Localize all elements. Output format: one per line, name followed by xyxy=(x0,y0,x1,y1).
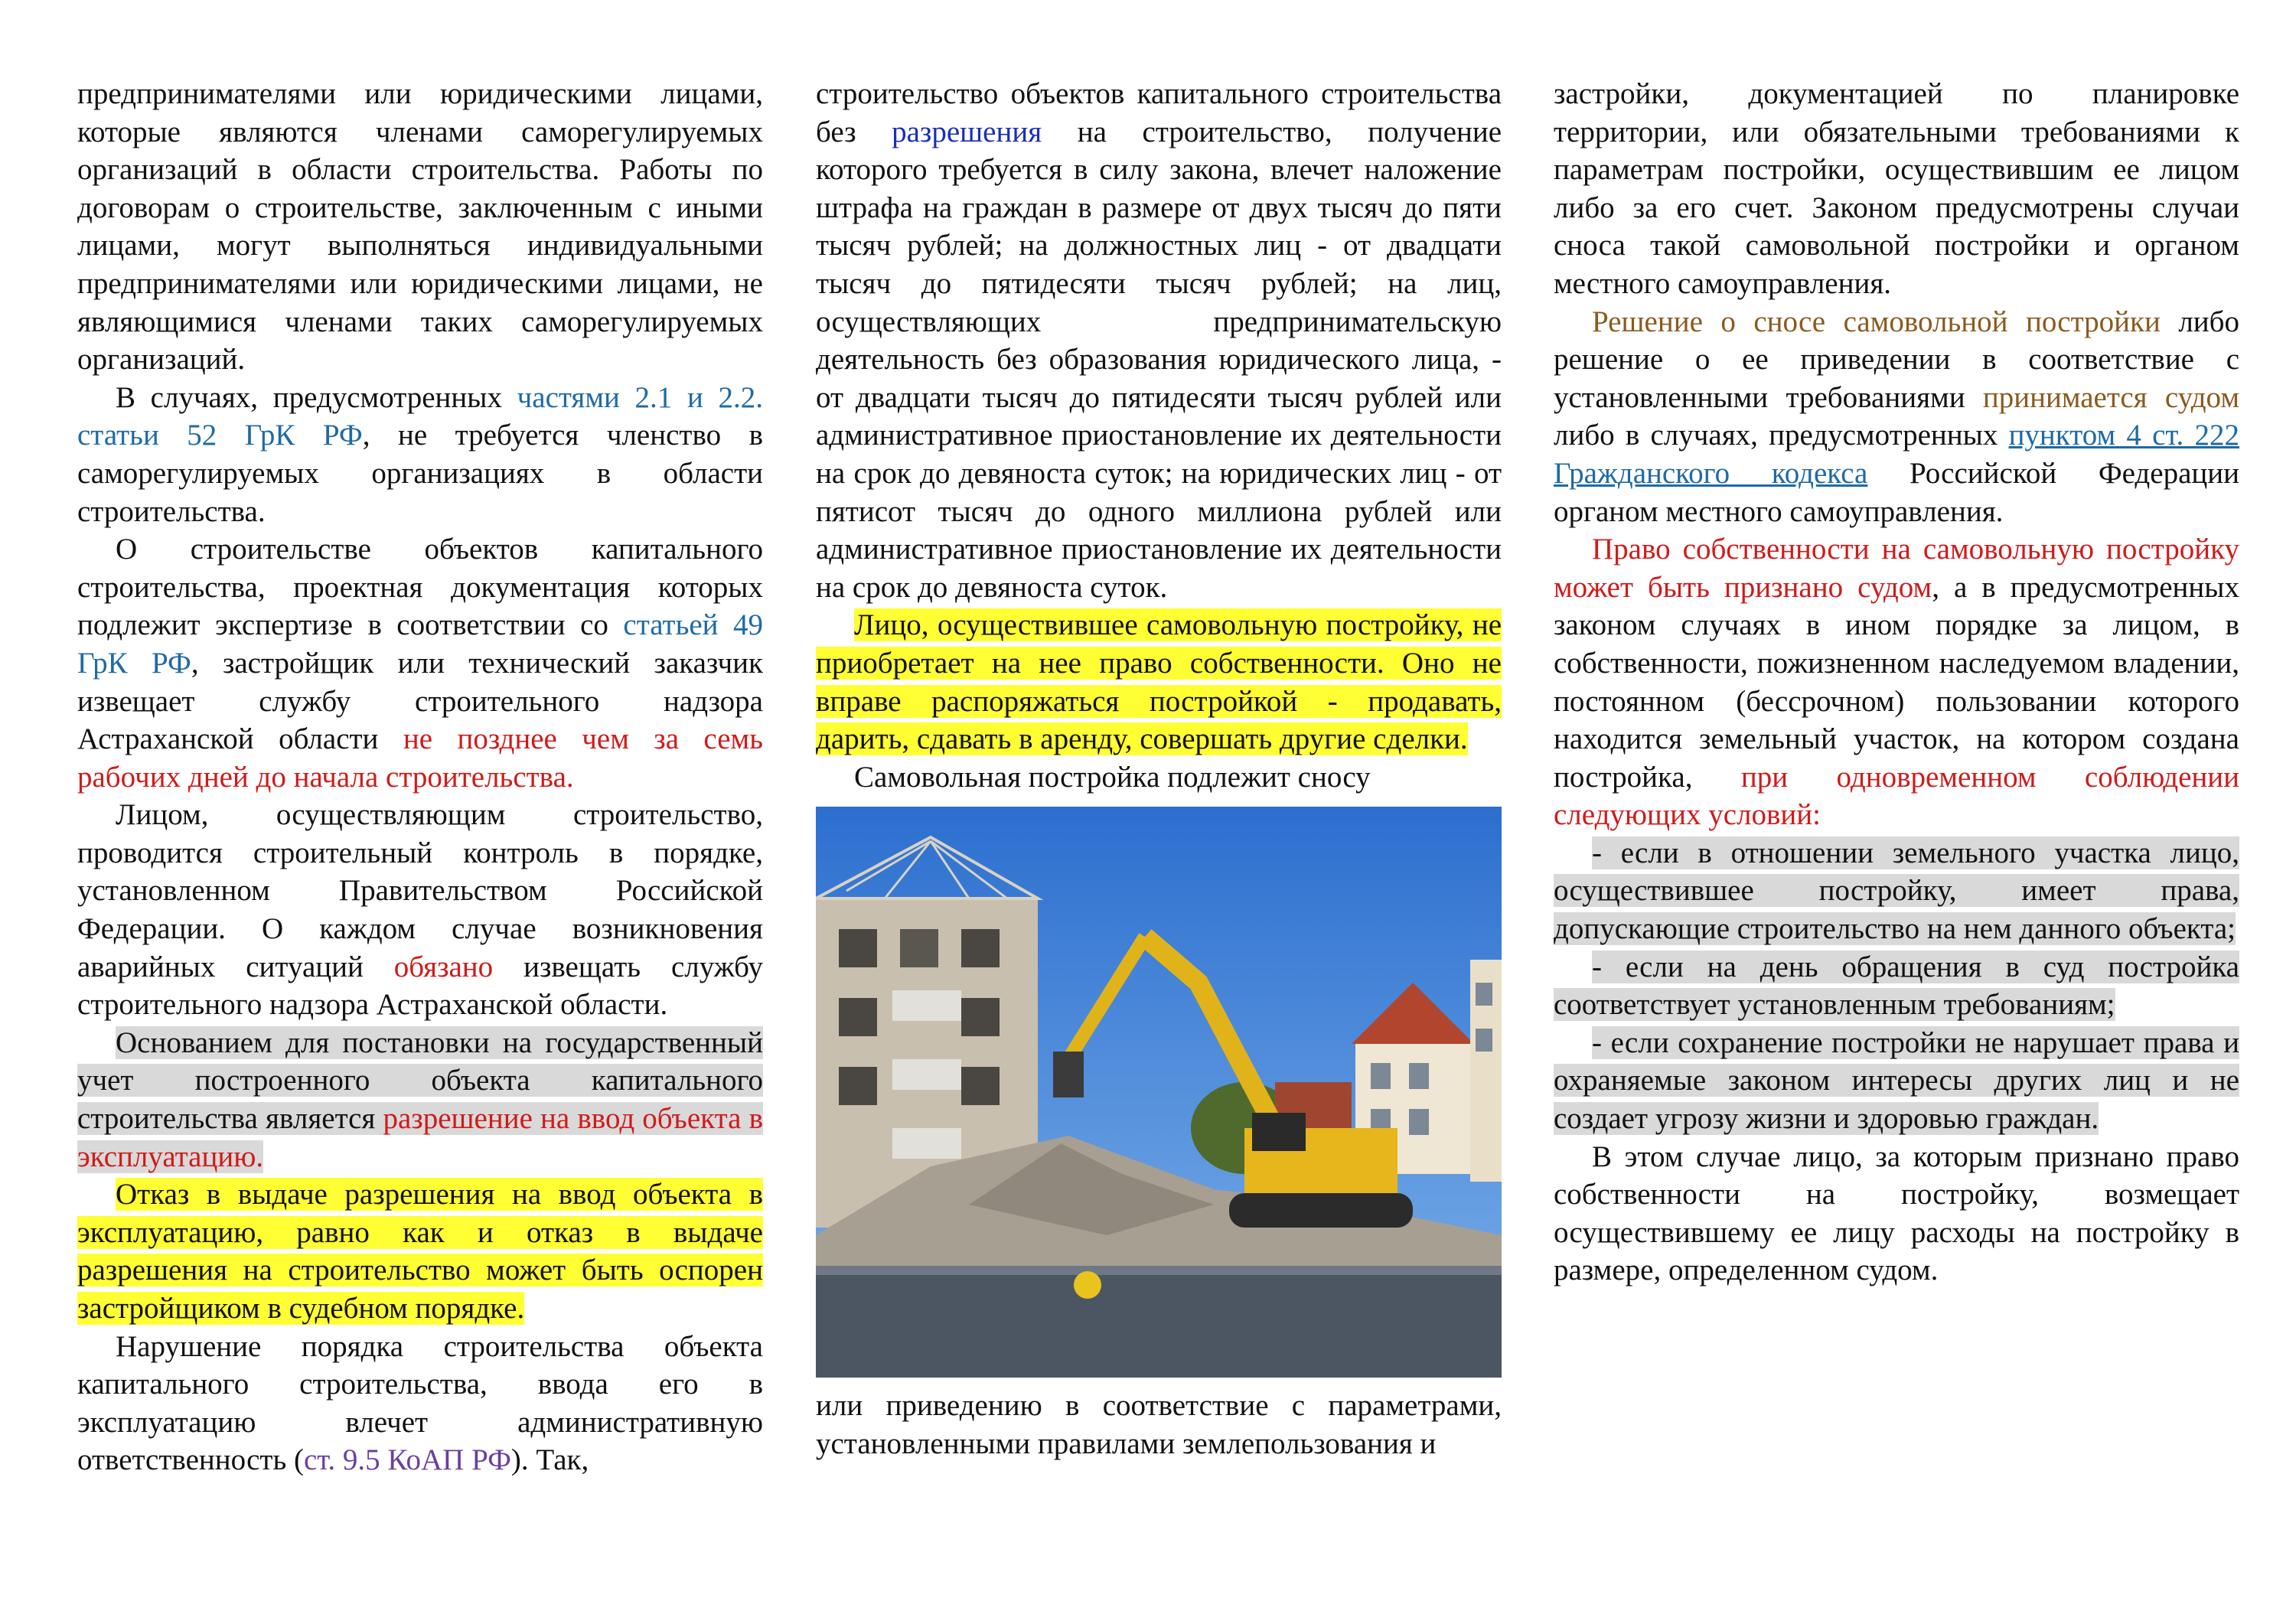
paragraph-sro-members: предпринимателями или юридическими лицами, которые являются членами саморегулируемых организаций в области строительства. Работы по договорам о строительстве, заключенным с иными лицами, могут выполняться индивидуальными предпринимателями или юридическими лицами, не являющимися членами таких саморегулируемых организаций. xyxy=(77,77,763,377)
link-civil-code-art222[interactable]: пунктом 4 ст. 222 Гражданского кодекса xyxy=(1554,419,2239,490)
condition-item-land-rights: - если в отношении земельного участка лицо, осуществившее постройку, имеет права, допускающие строительство на нем данного объекта; xyxy=(1554,836,2239,946)
link-grk-art49[interactable]: статьей 49 ГрК РФ xyxy=(77,608,763,680)
paragraph-state-registration: Основанием для постановки на государственный учет построенного объекта капитального строительства является разрешение на ввод объекта в эксплуатацию. xyxy=(77,1026,763,1173)
condition-item-compliance: - если на день обращения в суд постройка соответствует установленным требованиям; xyxy=(1554,950,2239,1022)
court-highlight: принимается судом xyxy=(1982,380,2239,414)
demolition-excavator-photo xyxy=(816,807,1502,1378)
ownership-highlight: Право собственности на самовольную постройку может быть признано судом xyxy=(1554,533,2239,604)
column-3 xyxy=(1554,75,2239,1290)
demolition-decision-highlight: Решение о сносе самовольной постройки xyxy=(1592,305,2161,338)
column-1 xyxy=(77,75,763,1479)
link-grk-art52[interactable]: частями 2.1 и 2.2. статьи 52 ГрК РФ xyxy=(77,380,763,452)
paragraph-compensation: В этом случае лицо, за которым признано право собственности на постройку, возмещает осуществившему ее лицу расходы на постройку в размере, определенном судом. xyxy=(1554,1140,2239,1287)
paragraph-demolition-end: или приведению в соответствие с параметрами, установленными правилами землепользования и xyxy=(816,1389,1502,1460)
link-permit[interactable]: разрешения xyxy=(892,115,1042,148)
obliged-highlight: обязано xyxy=(393,950,494,983)
link-koap-art9-5[interactable]: ст. 9.5 КоАП РФ xyxy=(304,1443,511,1477)
paragraph-construction-control: Лицом, осуществляющим строительство, проводится строительный контроль в порядке, установленном Правительством Российской Федерации. О каждом случае возникновения аварийных ситуаций обязано извещать службу строительного надзора Астраханской области. xyxy=(77,798,763,1022)
commissioning-permit-highlight: разрешение на ввод объекта в эксплуатацию. xyxy=(77,1102,763,1173)
paragraph-violation-liability: Нарушение порядка строительства объекта капитального строительства, ввода его в эксплуатацию влечет административную ответственность (ст. 9.5 КоАП РФ). Так, xyxy=(77,1329,763,1477)
paragraph-court-decision: Решение о сносе самовольной постройки либо решение о ее приведении в соответствие с установленными требованиями принимается судом либо в случаях, предусмотренных пунктом 4 ст. 222 Гражданского кодекса Российской Федерации органом местного самоуправления. xyxy=(1554,305,2239,528)
paragraph-notification: О строительстве объектов капитального строительства, проектная документация которых подлежит экспертизе в соответствии со статьей 49 ГрК РФ, застройщик или технический заказчик извещает службу строительного надзора Астраханской области не позднее чем за семь рабочих дней до начала строительства. xyxy=(77,533,763,794)
column-2 xyxy=(816,75,1502,1463)
deadline-highlight: не позднее чем за семь рабочих дней до начала строительства. xyxy=(77,722,763,794)
paragraph-refusal-appeal: Отказ в выдаче разрешения на ввод объекта в эксплуатацию, равно как и отказ в выдаче разрешения на строительство может быть оспорен застройщиком в судебном порядке. xyxy=(77,1178,763,1325)
conditions-highlight: при одновременном соблюдении следующих условий: xyxy=(1554,760,2239,832)
condition-item-no-threat: - если сохранение постройки не нарушает права и охраняемые законом интересы других лиц и не создает угрозу жизни и здоровью граждан. xyxy=(1554,1026,2239,1136)
paragraph-membership-exception: В случаях, предусмотренных частями 2.1 и 2.2. статьи 52 ГрК РФ, не требуется членство в саморегулируемых организациях в области строительства. xyxy=(77,380,763,528)
paragraph-ownership-right: Право собственности на самовольную постройку может быть признано судом, а в предусмотренных законом случаях в ином порядке за лицом, в собственности, пожизненном наследуемом владении, постоянном (бессрочном) пользовании которого находится земельный участок, на котором создана постройка, при одновременном соблюдении следующих условий: xyxy=(1554,533,2239,832)
paragraph-unauthorized-building: Лицо, осуществившее самовольную постройку, не приобретает на нее право собственности. Оно не вправе распоряжаться постройкой - продавать, дарить, сдавать в аренду, совершать другие сделки. xyxy=(816,608,1502,756)
paragraph-demolition-start: Самовольная постройка подлежит сносу xyxy=(854,760,1371,794)
paragraph-fines: строительство объектов капитального строительства без разрешения на строительство, получение которого требуется в силу закона, влечет наложение штрафа на граждан в размере от двух тысяч до пяти тысяч рублей; на должностных лиц - от двадцати тысяч до пятидесяти тысяч рублей; на лиц, осуществляющих предпринимательскую деятельность без образования юридического лица, - от двадцати тысяч до пятидесяти тысяч рублей или административное приостановление их деятельности на срок до девяноста суток; на юридических лиц - от пятисот тысяч до одного миллиона рублей или административное приостановление их деятельности на срок до девяноста суток. xyxy=(816,77,1502,604)
paragraph-demolition-cases: застройки, документацией по планировке территории, или обязательными требованиями к параметрам постройки, осуществившим ее лицом либо за его счет. Законом предусмотрены случаи сноса такой самовольной постройки и органом местного самоуправления. xyxy=(1554,77,2239,300)
